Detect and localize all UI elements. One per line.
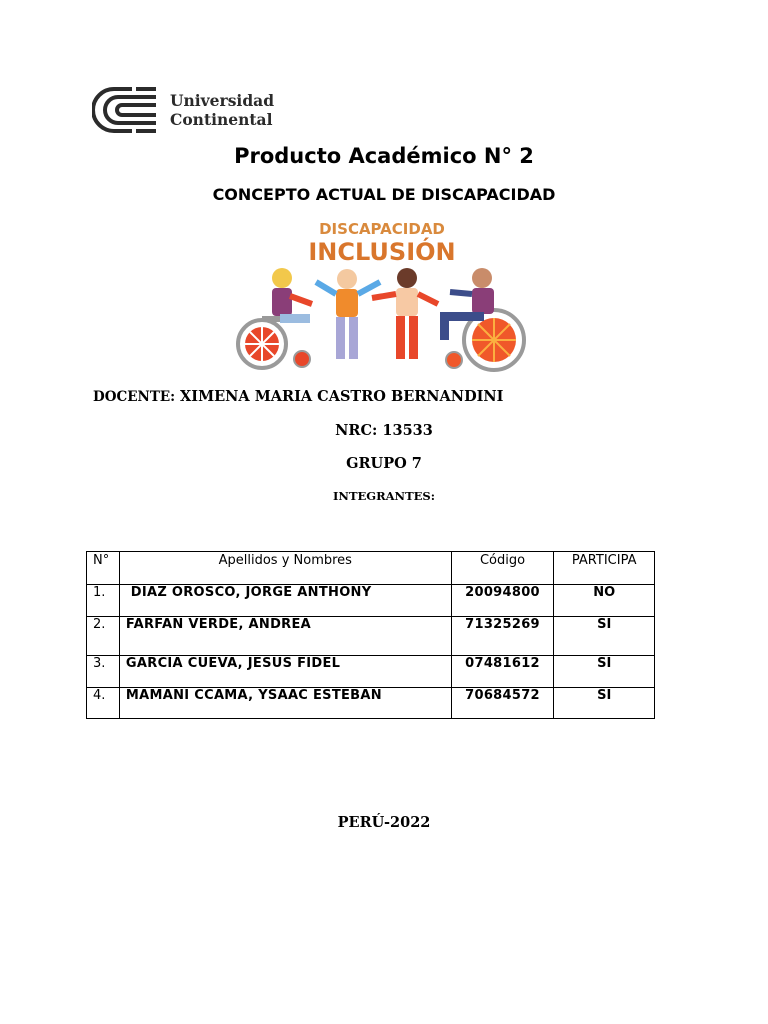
continental-logo-icon: [92, 86, 162, 134]
document-title: Producto Académico N° 2: [234, 144, 534, 168]
logo-wordmark: [170, 91, 274, 129]
members-heading: INTEGRANTES:: [333, 489, 435, 503]
header-participa: PARTICIPA: [554, 552, 655, 585]
teacher-label: DOCENTE:: [93, 389, 176, 405]
row-name: GARCIA CUEVA, JESUS FIDEL: [119, 656, 451, 688]
teacher-name: XIMENA MARIA CASTRO BERNANDINI: [180, 388, 504, 405]
header-name: Apellidos y Nombres: [119, 552, 451, 585]
table-header-row: [87, 552, 655, 585]
row-number: 1.: [87, 585, 120, 617]
row-code: 07481612: [451, 656, 554, 688]
row-code: 70684572: [451, 688, 554, 719]
row-number: 3.: [87, 656, 120, 688]
row-name: DIAZ OROSCO, JORGE ANTHONY: [119, 585, 451, 617]
nrc-line: NRC: 13533: [335, 422, 433, 439]
row-participa: NO: [554, 585, 655, 617]
row-participa: SI: [554, 688, 655, 719]
header-number: N°: [87, 552, 120, 585]
row-participa: SI: [554, 617, 655, 656]
row-number: 2.: [87, 617, 120, 656]
group-line: GRUPO 7: [346, 455, 422, 472]
teacher-line: [93, 388, 503, 405]
row-code: 71325269: [451, 617, 554, 656]
row-number: 4.: [87, 688, 120, 719]
header-code: Código: [451, 552, 554, 585]
row-code: 20094800: [451, 585, 554, 617]
members-table: [86, 551, 655, 719]
row-name: FARFAN VERDE, ANDREA: [119, 617, 451, 656]
row-participa: SI: [554, 656, 655, 688]
table-row: [87, 585, 655, 617]
footer-country-year: PERÚ-2022: [337, 814, 431, 831]
logo-line-2: Continental: [170, 110, 273, 129]
illustration-title-2: INCLUSIÓN: [308, 238, 456, 266]
table-row: [87, 656, 655, 688]
document-subtitle: CONCEPTO ACTUAL DE DISCAPACIDAD: [212, 185, 556, 204]
table-row: [87, 617, 655, 656]
table-row: [87, 688, 655, 719]
children-holding-hands-icon: [232, 264, 532, 374]
university-logo: [92, 86, 275, 134]
inclusion-illustration: [232, 220, 532, 375]
illustration-title-1: DISCAPACIDAD: [319, 220, 445, 238]
row-name: MAMANI CCAMA, YSAAC ESTEBAN: [119, 688, 451, 719]
logo-line-1: Universidad: [170, 91, 275, 110]
